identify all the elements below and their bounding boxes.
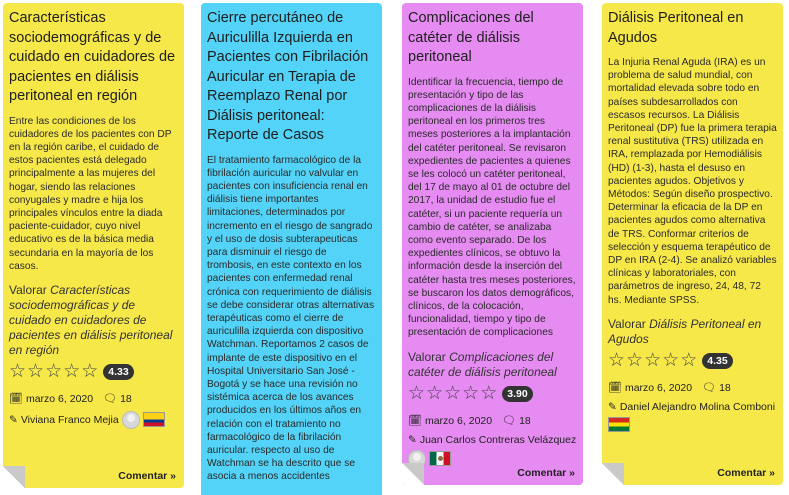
rating-widget [608,351,777,371]
empty-star-icon[interactable]: ☆ [462,383,480,405]
flag-bolivia-icon [608,417,630,432]
article-card-1 [3,3,184,488]
rating-widget [408,384,577,404]
star-rating[interactable] [408,384,497,403]
avatar [122,411,140,429]
comentar-link[interactable]: Comentar » [717,467,775,479]
pencil-icon: ✎ [408,433,417,446]
card-excerpt: La Injuria Renal Aguda (IRA) es un problema de salud mundial, con mortalidad elevada sobre todo en países subdesarrollados con escasos recursos. La Diálisis Peritoneal (DP) fue la primera terapia renal sustitutiva (TRS) utilizada en IRA, remplazada por Hemodiálisis (HD) (1-3), hasta el desuso en pacientes agudos. Objetivos y Métodos: Según diseño prospectivo. Determinar la eficacia de la DP en pacientes agudos como alternativa de TRS. Conformar criterios de selección y esquema terapéutico de DP en IRA (2-4). Se analizó variables clínicas y laboratoriales, con parámetros de ingreso, 24, 48, 72 hs. Mediante SPSS. [608,57,777,306]
empty-star-icon[interactable]: ☆ [426,383,444,405]
empty-star-icon[interactable]: ☆ [626,350,644,372]
empty-star-icon[interactable]: ☆ [408,383,426,405]
comentar-link[interactable]: Comentar » [517,467,575,479]
page-fold [402,463,424,485]
post-meta [9,392,178,405]
author-name[interactable]: Juan Carlos Contreras Velázquez [419,433,577,446]
comentar-link[interactable]: Comentar » [118,470,176,482]
empty-star-icon[interactable]: ☆ [444,383,462,405]
card-title[interactable]: Características sociodemográficas y de cuidado en cuidadores de pacientes en diálisis peritoneal en región [9,10,176,104]
calendar-icon: 🗓 [608,381,622,394]
post-meta [408,414,577,427]
comment-count[interactable]: 🗨 18 [702,381,731,394]
empty-star-icon[interactable]: ☆ [608,350,626,372]
author-line [408,433,577,468]
rate-label: Valorar Características sociodemográficas y de cuidado en cuidadores de pacientes en diálisis peritoneal en región [9,282,173,357]
comments-icon: 🗨 [702,381,717,394]
article-card-3 [402,3,583,485]
author-name[interactable]: Viviana Franco Mejia [20,413,119,426]
article-card-2 [201,3,382,495]
author-name[interactable]: Daniel Alejandro Molina Comboni [619,400,776,413]
comments-icon: 🗨 [103,392,118,405]
card-title[interactable]: Complicaciones del catéter de diálisis peritoneal [408,10,534,65]
rating-widget [9,362,178,382]
page-fold [3,466,25,488]
pencil-icon: ✎ [608,400,617,413]
score-badge: 4.35 [702,353,732,369]
empty-star-icon[interactable]: ☆ [644,350,662,372]
post-date: 🗓 marzo 6, 2020 [408,414,493,427]
rate-label: Valorar Diálisis Peritoneal en Agudos [608,316,762,346]
flag-mexico-icon [429,451,451,466]
empty-star-icon[interactable]: ☆ [680,350,698,372]
empty-star-icon[interactable]: ☆ [63,361,81,383]
calendar-icon: 🗓 [9,392,23,405]
comment-count[interactable]: 🗨 18 [502,414,531,427]
card-excerpt: Entre las condiciones de los cuidadores de los pacientes con DP en la región caribe, el cuidado de estos pacientes está delegado principalmente a las mujeres del hogar, siendo las relaciones conyugales y madre e hija los principales vínculos entre la diada paciente-cuidador, cuyo nivel educativo es de la básica media secundaria en la mayoría de los casos. [9,115,172,272]
article-card-4 [602,3,783,485]
card-title[interactable]: Cierre percutáneo de Auriculilla Izquierda en Pacientes con Fibrilación Auricular en Terapia de Reemplazo Renal por Diálisis peritoneal: Reporte de Casos [207,10,369,143]
author-line [608,400,777,432]
comment-count[interactable]: 🗨 18 [103,392,132,405]
pencil-icon: ✎ [9,413,18,426]
card-excerpt: Identificar la frecuencia, tiempo de presentación y tipo de las complicaciones de la diálisis peritoneal en los primeros tres meses posteriores a la implantación del catéter peritoneal. Se revisaron expedientes de pacientes a quienes se les colocó un catéter peritoneal, del 17 de mayo al 01 de octubre del 2017, la unidad de estudio fue el catéter, si un paciente requería un cambio de catéter, se analizaba como evento separado. De los expedientes clínicos, se obtuvo la información desde la inserción del catéter hasta tres meses posteriores, se buscaron los datos demográficos, clínicos, de la colocación, funcionalidad, tiempo y tipo de presentación de complicaciones [408,76,576,339]
rate-label: Valorar Complicaciones del catéter de diálisis peritoneal [408,349,557,379]
post-date: 🗓 marzo 6, 2020 [9,392,94,405]
page-fold [602,463,624,485]
empty-star-icon[interactable]: ☆ [662,350,680,372]
flag-colombia-icon [143,412,165,427]
empty-star-icon[interactable]: ☆ [480,383,498,405]
card-excerpt: El tratamiento farmacológico de la fibrilación auricular no valvular en pacientes con insuficiencia renal en diálisis tiene importantes limitaciones, determinados por incremento en el riesgo de sangrado y el uso de dosis subterapeuticas para disminuir el riesgo de trombosis, en este contexto en los pacientes con enfermedad renal crónica con requerimiento de diálisis se debe considerar otras alternativas terapéuticas como el cierre de auriculilla izquierda con dispositivo Watchman. Reportamos 2 casos de implante de este dispositivo en el Hospital Universitario San José - Bogotá y se hace una revisión no sistémica acerca de los avances producidos en los últimos años en relación con el tratamiento no farmacológico de la fibrilación auricular. respecto al uso de Watchman se ha descrito que se asocia a menos accidentes [207,154,375,483]
empty-star-icon[interactable]: ☆ [9,361,27,383]
post-date: 🗓 marzo 6, 2020 [608,381,693,394]
empty-star-icon[interactable]: ☆ [81,361,99,383]
score-badge: 3.90 [502,386,532,402]
star-rating[interactable] [608,351,697,370]
author-line [9,411,178,429]
empty-star-icon[interactable]: ☆ [27,361,45,383]
comments-icon: 🗨 [502,414,517,427]
calendar-icon: 🗓 [408,414,422,427]
post-meta [608,381,777,394]
empty-star-icon[interactable]: ☆ [45,361,63,383]
star-rating[interactable] [9,362,98,381]
score-badge: 4.33 [103,364,133,380]
card-title[interactable]: Diálisis Peritoneal en Agudos [608,10,744,46]
